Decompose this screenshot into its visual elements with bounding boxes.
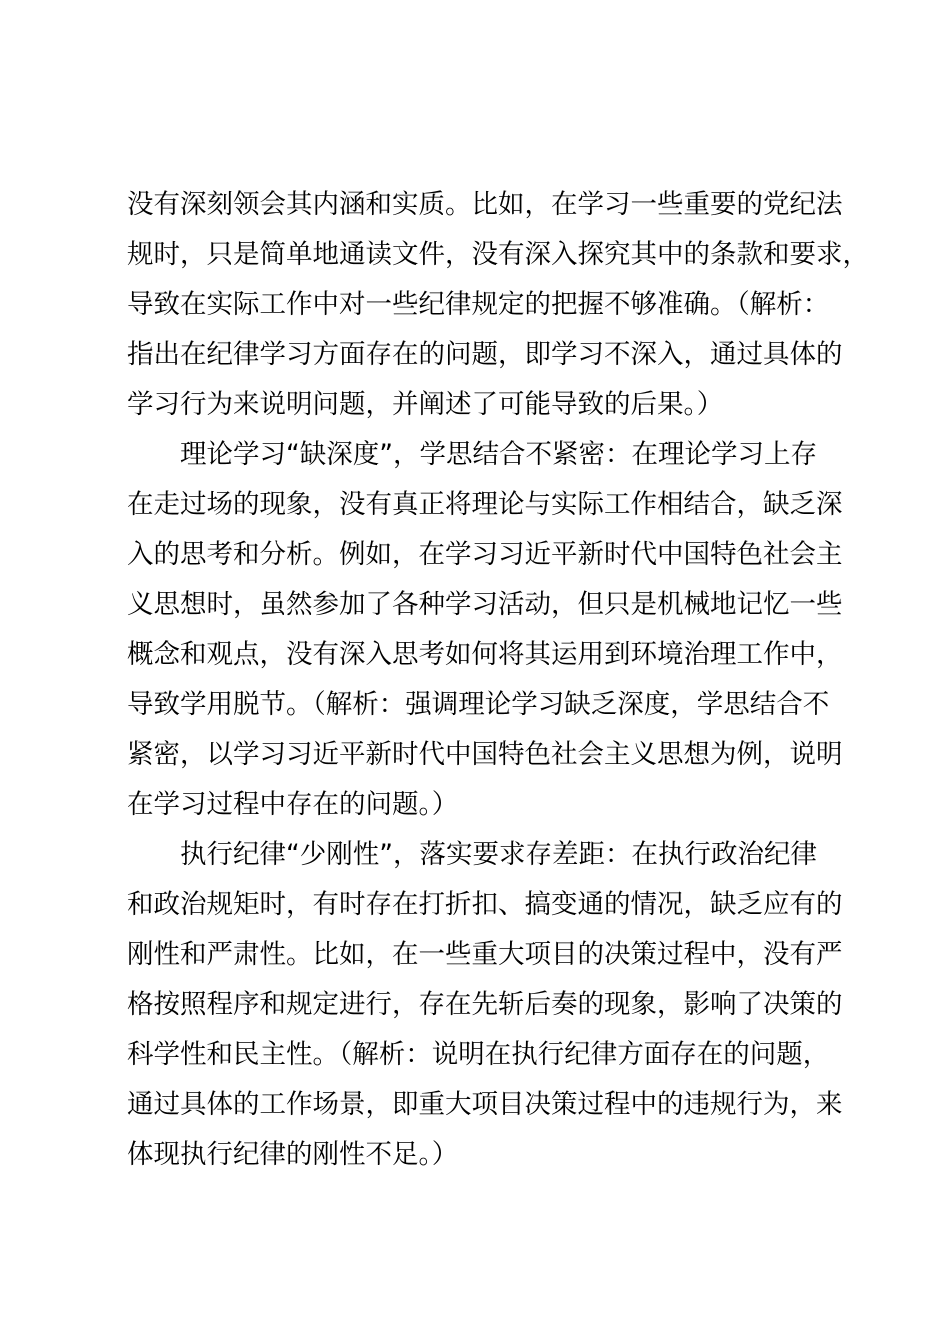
paragraph-1-line-3: 导致在实际工作中对一些纪律规定的把握不够准确。（解析： xyxy=(127,289,830,320)
document-body xyxy=(127,180,869,1180)
paragraph-1-line-2: 规时，只是简单地通读文件，没有深入探究其中的条款和要求， xyxy=(127,239,869,270)
paragraph-1 xyxy=(127,180,869,430)
paragraph-2-line-7: 紧密，以学习习近平新时代中国特色社会主义思想为例，说明 xyxy=(127,739,843,770)
paragraph-3-line-2: 和政治规矩时，有时存在打折扣、搞变通的情况，缺乏应有的 xyxy=(127,889,843,920)
paragraph-1-line-5: 学习行为来说明问题，并阐述了可能导致的后果。） xyxy=(127,389,724,420)
paragraph-3-line-1: 执行纪律“少刚性”，落实要求存差距：在执行政治纪律 xyxy=(180,839,817,870)
paragraph-3-line-3: 刚性和严肃性。比如，在一些重大项目的决策过程中，没有严 xyxy=(127,939,843,970)
paragraph-1-line-1: 没有深刻领会其内涵和实质。比如，在学习一些重要的党纪法 xyxy=(127,189,843,220)
paragraph-3-line-6: 通过具体的工作场景，即重大项目决策过程中的违规行为，来 xyxy=(127,1089,843,1120)
paragraph-1-line-4: 指出在纪律学习方面存在的问题，即学习不深入，通过具体的 xyxy=(127,339,843,370)
paragraph-2 xyxy=(127,430,847,830)
paragraph-3-line-5: 科学性和民主性。（解析：说明在执行纪律方面存在的问题， xyxy=(127,1039,830,1070)
paragraph-2-line-3: 入的思考和分析。例如，在学习习近平新时代中国特色社会主 xyxy=(127,539,843,570)
paragraph-3-line-7: 体现执行纪律的刚性不足。） xyxy=(127,1139,459,1170)
paragraph-2-line-5: 概念和观点，没有深入思考如何将其运用到环境治理工作中， xyxy=(127,639,843,670)
paragraph-2-line-4: 义思想时，虽然参加了各种学习活动，但只是机械地记忆一些 xyxy=(127,589,843,620)
paragraph-3-line-4: 格按照程序和规定进行，存在先斩后奏的现象，影响了决策的 xyxy=(127,989,843,1020)
paragraph-2-line-6: 导致学用脱节。（解析：强调理论学习缺乏深度，学思结合不 xyxy=(127,689,830,720)
paragraph-2-line-1: 理论学习“缺深度”，学思结合不紧密：在理论学习上存 xyxy=(180,439,817,470)
paragraph-2-line-2: 在走过场的现象，没有真正将理论与实际工作相结合，缺乏深 xyxy=(127,489,843,520)
paragraph-3 xyxy=(127,830,847,1180)
paragraph-2-line-8: 在学习过程中存在的问题。） xyxy=(127,789,459,820)
